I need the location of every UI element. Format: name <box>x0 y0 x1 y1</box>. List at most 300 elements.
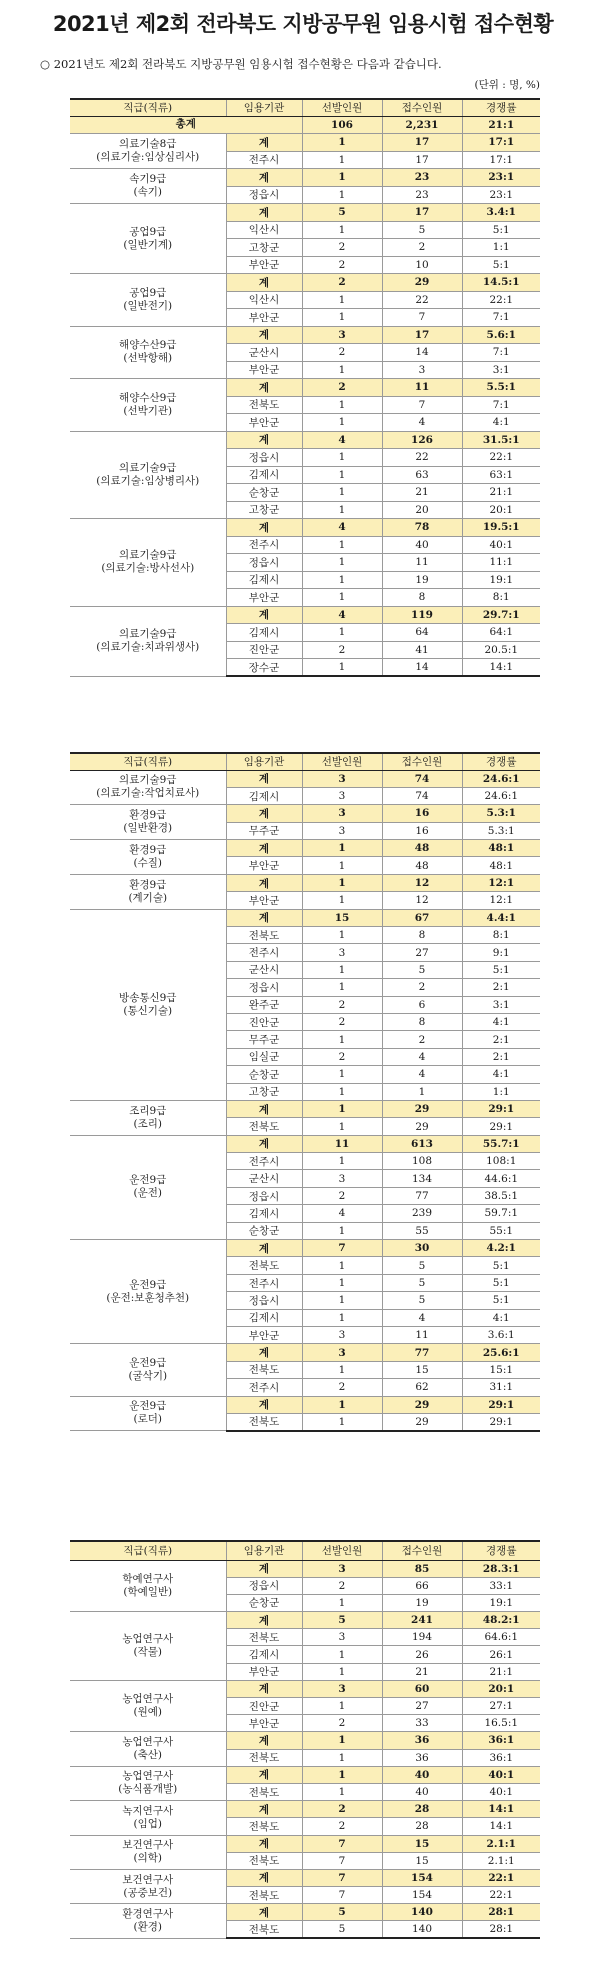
applicant-count: 21 <box>382 484 462 502</box>
agency-cell: 계 <box>226 326 302 344</box>
selection-count: 1 <box>302 484 382 502</box>
position-cell <box>70 134 226 169</box>
competition-ratio: 23:1 <box>462 169 540 187</box>
selection-count: 1 <box>302 927 382 944</box>
applicant-count: 22 <box>382 291 462 309</box>
position-cell <box>70 1835 226 1869</box>
agency-cell: 정읍시 <box>226 554 302 572</box>
competition-ratio: 33:1 <box>462 1577 540 1594</box>
selection-count: 1 <box>302 536 382 554</box>
selection-count: 2 <box>302 239 382 257</box>
position-cell <box>70 1344 226 1396</box>
agency-cell: 전북도 <box>226 1257 302 1274</box>
competition-ratio: 63:1 <box>462 466 540 484</box>
column-header: 선발인원 <box>302 99 382 116</box>
competition-ratio: 17:1 <box>462 151 540 169</box>
applicant-count: 15 <box>382 1361 462 1378</box>
selection-count: 1 <box>302 1749 382 1766</box>
reception-table <box>70 1540 540 1939</box>
selection-count: 1 <box>302 221 382 239</box>
competition-ratio: 5.6:1 <box>462 326 540 344</box>
subtotal-row <box>70 169 540 187</box>
selection-count: 1 <box>302 1118 382 1135</box>
agency-cell: 익산시 <box>226 291 302 309</box>
subtotal-row <box>70 1680 540 1697</box>
selection-count: 4 <box>302 519 382 537</box>
position-cell <box>70 1135 226 1239</box>
position-cell <box>70 909 226 1100</box>
agency-cell: 계 <box>226 840 302 857</box>
selection-count: 2 <box>302 379 382 397</box>
agency-cell: 계 <box>226 204 302 222</box>
position-grade: 환경연구사 <box>122 1907 174 1920</box>
agency-cell: 계 <box>226 606 302 624</box>
agency-cell: 전북도 <box>226 927 302 944</box>
agency-cell: 계 <box>226 274 302 292</box>
applicant-count: 60 <box>382 1680 462 1697</box>
total-ratio: 21:1 <box>462 116 540 134</box>
position-grade: 의료기술9급 <box>119 549 177 562</box>
agency-cell: 전북도 <box>226 396 302 414</box>
subtotal-row <box>70 274 540 292</box>
selection-count: 1 <box>302 186 382 204</box>
position-series: (수질) <box>133 856 162 869</box>
selection-count: 2 <box>302 641 382 659</box>
agency-cell: 계 <box>226 1801 302 1818</box>
applicant-count: 36 <box>382 1749 462 1766</box>
position-cell <box>70 1396 226 1431</box>
applicant-count: 17 <box>382 326 462 344</box>
applicant-count: 33 <box>382 1715 462 1732</box>
position-series: (임업) <box>133 1817 162 1830</box>
agency-cell: 전주시 <box>226 151 302 169</box>
selection-count: 1 <box>302 1222 382 1239</box>
subtotal-row <box>70 1835 540 1852</box>
applicant-count: 2 <box>382 979 462 996</box>
competition-ratio: 27:1 <box>462 1698 540 1715</box>
position-series: (로더) <box>133 1413 162 1426</box>
competition-ratio: 11:1 <box>462 554 540 572</box>
competition-ratio: 20:1 <box>462 501 540 519</box>
position-cell <box>70 431 226 519</box>
position-grade: 농업연구사 <box>122 1770 174 1783</box>
selection-count: 11 <box>302 1135 382 1152</box>
competition-ratio: 5:1 <box>462 221 540 239</box>
position-grade: 해양수산9급 <box>119 391 177 404</box>
position-cell <box>70 840 226 875</box>
applicant-count: 2 <box>382 239 462 257</box>
agency-cell: 전주시 <box>226 536 302 554</box>
competition-ratio: 29:1 <box>462 1396 540 1413</box>
subtotal-row <box>70 1869 540 1886</box>
applicant-count: 11 <box>382 379 462 397</box>
selection-count: 1 <box>302 1646 382 1663</box>
agency-cell: 정읍시 <box>226 449 302 467</box>
competition-ratio: 22:1 <box>462 1887 540 1904</box>
applicant-count: 29 <box>382 1118 462 1135</box>
agency-cell: 김제시 <box>226 571 302 589</box>
subtotal-row <box>70 379 540 397</box>
agency-cell: 무주군 <box>226 822 302 839</box>
position-series: (원예) <box>133 1706 162 1719</box>
competition-ratio: 5:1 <box>462 1274 540 1291</box>
applicant-count: 15 <box>382 1835 462 1852</box>
competition-ratio: 48:1 <box>462 840 540 857</box>
position-cell <box>70 204 226 274</box>
applicant-count: 26 <box>382 1646 462 1663</box>
selection-count: 1 <box>302 1100 382 1117</box>
position-series: (의료기술:치과위생사) <box>96 641 200 653</box>
agency-cell: 부안군 <box>226 1663 302 1680</box>
applicant-count: 77 <box>382 1187 462 1204</box>
competition-ratio: 29:1 <box>462 1118 540 1135</box>
subtotal-row <box>70 1612 540 1629</box>
selection-count: 1 <box>302 1309 382 1326</box>
position-series: (선박항해) <box>123 352 173 365</box>
subtotal-row <box>70 204 540 222</box>
selection-count: 1 <box>302 309 382 327</box>
competition-ratio: 20.5:1 <box>462 641 540 659</box>
position-cell <box>70 1240 226 1344</box>
applicant-count: 5 <box>382 961 462 978</box>
selection-count: 5 <box>302 1612 382 1629</box>
applicant-count: 64 <box>382 624 462 642</box>
competition-ratio: 17:1 <box>462 134 540 152</box>
applicant-count: 17 <box>382 134 462 152</box>
applicant-count: 36 <box>382 1732 462 1749</box>
competition-ratio: 64.6:1 <box>462 1629 540 1646</box>
applicant-count: 22 <box>382 449 462 467</box>
position-cell <box>70 770 226 805</box>
selection-count: 1 <box>302 151 382 169</box>
competition-ratio: 48:1 <box>462 857 540 874</box>
agency-cell: 부안군 <box>226 309 302 327</box>
selection-count: 3 <box>302 805 382 822</box>
position-cell <box>70 1680 226 1732</box>
competition-ratio: 4:1 <box>462 1066 540 1083</box>
total-selection: 106 <box>302 116 382 134</box>
agency-cell: 전북도 <box>226 1852 302 1869</box>
selection-count: 1 <box>302 291 382 309</box>
column-header: 선발인원 <box>302 1541 382 1560</box>
applicant-count: 48 <box>382 857 462 874</box>
grand-total-row <box>70 116 540 134</box>
position-grade: 의료기술9급 <box>119 628 177 640</box>
selection-count: 1 <box>302 134 382 152</box>
applicant-count: 23 <box>382 186 462 204</box>
selection-count: 5 <box>302 204 382 222</box>
agency-cell: 군산시 <box>226 961 302 978</box>
applicant-count: 12 <box>382 892 462 909</box>
position-cell <box>70 1904 226 1938</box>
position-cell <box>70 1869 226 1903</box>
header-row <box>70 753 540 770</box>
position-cell <box>70 519 226 607</box>
selection-count: 2 <box>302 1801 382 1818</box>
competition-ratio: 8:1 <box>462 927 540 944</box>
selection-count: 7 <box>302 1835 382 1852</box>
competition-ratio: 14:1 <box>462 1818 540 1835</box>
selection-count: 1 <box>302 1413 382 1430</box>
competition-ratio: 15:1 <box>462 1361 540 1378</box>
applicant-count: 8 <box>382 589 462 607</box>
applicant-count: 14 <box>382 344 462 362</box>
selection-count: 3 <box>302 1560 382 1577</box>
applicant-count: 119 <box>382 606 462 624</box>
competition-ratio: 40:1 <box>462 1783 540 1800</box>
agency-cell: 김제시 <box>226 787 302 804</box>
applicant-count: 1 <box>382 1083 462 1100</box>
agency-cell: 전주시 <box>226 944 302 961</box>
subtotal-row <box>70 326 540 344</box>
applicant-count: 194 <box>382 1629 462 1646</box>
selection-count: 5 <box>302 1921 382 1938</box>
position-grade: 농업연구사 <box>122 1736 174 1749</box>
position-series: (굴삭기) <box>128 1369 168 1382</box>
applicant-count: 140 <box>382 1904 462 1921</box>
agency-cell: 부안군 <box>226 1715 302 1732</box>
position-grade: 공업9급 <box>129 225 167 238</box>
applicant-count: 30 <box>382 1240 462 1257</box>
subtotal-row <box>70 1904 540 1921</box>
agency-cell: 계 <box>226 1396 302 1413</box>
agency-cell: 군산시 <box>226 1170 302 1187</box>
selection-count: 1 <box>302 554 382 572</box>
position-cell <box>70 326 226 379</box>
selection-count: 1 <box>302 501 382 519</box>
applicant-count: 17 <box>382 151 462 169</box>
applicant-count: 27 <box>382 944 462 961</box>
agency-cell: 계 <box>226 1344 302 1361</box>
agency-cell: 진안군 <box>226 1013 302 1030</box>
position-grade: 녹지연구사 <box>122 1804 174 1817</box>
selection-count: 1 <box>302 1274 382 1291</box>
applicant-count: 19 <box>382 571 462 589</box>
competition-ratio: 55.7:1 <box>462 1135 540 1152</box>
agency-cell: 계 <box>226 1240 302 1257</box>
selection-count: 1 <box>302 449 382 467</box>
competition-ratio: 7:1 <box>462 309 540 327</box>
selection-count: 1 <box>302 396 382 414</box>
position-grade: 운전9급 <box>129 1400 167 1413</box>
selection-count: 1 <box>302 1066 382 1083</box>
competition-ratio: 3:1 <box>462 361 540 379</box>
applicant-count: 8 <box>382 927 462 944</box>
selection-count: 1 <box>302 1783 382 1800</box>
competition-ratio: 9:1 <box>462 944 540 961</box>
competition-ratio: 14.5:1 <box>462 274 540 292</box>
position-grade: 농업연구사 <box>122 1632 174 1645</box>
position-series: (농식품개발) <box>118 1783 178 1796</box>
applicant-count: 40 <box>382 536 462 554</box>
selection-count: 2 <box>302 1379 382 1396</box>
subtotal-row <box>70 1396 540 1413</box>
position-grade: 해양수산9급 <box>119 339 177 352</box>
selection-count: 1 <box>302 659 382 677</box>
agency-cell: 계 <box>226 874 302 891</box>
subtotal-row <box>70 1766 540 1783</box>
applicant-count: 241 <box>382 1612 462 1629</box>
applicant-count: 5 <box>382 1274 462 1291</box>
agency-cell: 계 <box>226 1680 302 1697</box>
agency-cell: 김제시 <box>226 624 302 642</box>
position-grade: 속기9급 <box>129 173 167 185</box>
applicant-count: 11 <box>382 554 462 572</box>
selection-count: 2 <box>302 1818 382 1835</box>
competition-ratio: 1:1 <box>462 1083 540 1100</box>
agency-cell: 전북도 <box>226 1629 302 1646</box>
applicant-count: 29 <box>382 1100 462 1117</box>
reception-table <box>70 98 540 677</box>
selection-count: 4 <box>302 606 382 624</box>
applicant-count: 4 <box>382 414 462 432</box>
position-grade: 학예연구사 <box>122 1572 174 1585</box>
position-cell <box>70 1612 226 1681</box>
agency-cell: 부안군 <box>226 414 302 432</box>
position-series: (의료기술:방사선사) <box>101 562 195 575</box>
agency-cell: 전주시 <box>226 1274 302 1291</box>
agency-cell: 계 <box>226 1732 302 1749</box>
column-header: 경쟁률 <box>462 99 540 116</box>
applicant-count: 126 <box>382 431 462 449</box>
applicant-count: 154 <box>382 1869 462 1886</box>
reception-table <box>70 752 540 1432</box>
competition-ratio: 40:1 <box>462 536 540 554</box>
agency-cell: 진안군 <box>226 1698 302 1715</box>
agency-cell: 장수군 <box>226 659 302 677</box>
selection-count: 7 <box>302 1852 382 1869</box>
competition-ratio: 14:1 <box>462 1801 540 1818</box>
header-row <box>70 99 540 116</box>
competition-ratio: 5:1 <box>462 1292 540 1309</box>
column-header: 직급(직류) <box>70 753 226 770</box>
applicant-count: 4 <box>382 1048 462 1065</box>
competition-ratio: 1:1 <box>462 239 540 257</box>
agency-cell: 전북도 <box>226 1118 302 1135</box>
agency-cell: 고창군 <box>226 1083 302 1100</box>
selection-count: 1 <box>302 892 382 909</box>
position-grade: 의료기술8급 <box>119 138 177 150</box>
applicant-count: 28 <box>382 1801 462 1818</box>
agency-cell: 계 <box>226 1560 302 1577</box>
agency-cell: 순창군 <box>226 1066 302 1083</box>
selection-count: 3 <box>302 770 382 787</box>
applicant-count: 74 <box>382 787 462 804</box>
selection-count: 1 <box>302 624 382 642</box>
applicant-count: 154 <box>382 1887 462 1904</box>
position-series: (일반기계) <box>123 238 173 251</box>
selection-count: 1 <box>302 979 382 996</box>
applicant-count: 11 <box>382 1327 462 1344</box>
selection-count: 1 <box>302 1766 382 1783</box>
agency-cell: 완주군 <box>226 996 302 1013</box>
applicant-count: 23 <box>382 169 462 187</box>
applicant-count: 29 <box>382 1396 462 1413</box>
agency-cell: 계 <box>226 805 302 822</box>
competition-ratio: 31:1 <box>462 1379 540 1396</box>
agency-cell: 임실군 <box>226 1048 302 1065</box>
selection-count: 4 <box>302 431 382 449</box>
position-cell <box>70 874 226 909</box>
column-header: 직급(직류) <box>70 99 226 116</box>
applicant-count: 40 <box>382 1783 462 1800</box>
selection-count: 1 <box>302 1594 382 1611</box>
applicant-count: 77 <box>382 1344 462 1361</box>
selection-count: 3 <box>302 787 382 804</box>
page-title: 2021년 제2회 전라북도 지방공무원 임용시험 접수현황 <box>52 12 554 36</box>
agency-cell: 정읍시 <box>226 186 302 204</box>
position-cell <box>70 1732 226 1766</box>
position-cell <box>70 379 226 432</box>
agency-cell: 전주시 <box>226 1153 302 1170</box>
competition-ratio: 20:1 <box>462 1680 540 1697</box>
position-cell <box>70 606 226 676</box>
position-series: (운전) <box>133 1187 162 1200</box>
selection-count: 2 <box>302 1577 382 1594</box>
applicant-count: 41 <box>382 641 462 659</box>
subtotal-row <box>70 1560 540 1577</box>
selection-count: 15 <box>302 909 382 926</box>
competition-ratio: 24.6:1 <box>462 787 540 804</box>
agency-cell: 계 <box>226 1135 302 1152</box>
column-header: 직급(직류) <box>70 1541 226 1560</box>
agency-cell: 부안군 <box>226 857 302 874</box>
selection-count: 3 <box>302 1344 382 1361</box>
competition-ratio: 23:1 <box>462 186 540 204</box>
competition-ratio: 21:1 <box>462 484 540 502</box>
table-2 <box>70 752 540 1432</box>
selection-count: 1 <box>302 361 382 379</box>
competition-ratio: 2.1:1 <box>462 1852 540 1869</box>
position-series: (속기) <box>133 186 162 198</box>
competition-ratio: 5:1 <box>462 1257 540 1274</box>
agency-cell: 계 <box>226 909 302 926</box>
position-cell <box>70 1801 226 1835</box>
agency-cell: 부안군 <box>226 256 302 274</box>
total-applicants: 2,231 <box>382 116 462 134</box>
subtotal-row <box>70 805 540 822</box>
subtotal-row <box>70 1240 540 1257</box>
agency-cell: 계 <box>226 431 302 449</box>
applicant-count: 29 <box>382 1413 462 1430</box>
competition-ratio: 25.6:1 <box>462 1344 540 1361</box>
selection-count: 1 <box>302 1698 382 1715</box>
subtotal-row <box>70 1135 540 1152</box>
unit-note: (단위 : 명, %) <box>474 79 540 91</box>
applicant-count: 66 <box>382 1577 462 1594</box>
selection-count: 2 <box>302 1715 382 1732</box>
agency-cell: 정읍시 <box>226 1187 302 1204</box>
competition-ratio: 22:1 <box>462 449 540 467</box>
position-series: (조리) <box>133 1117 162 1130</box>
competition-ratio: 7:1 <box>462 396 540 414</box>
competition-ratio: 55:1 <box>462 1222 540 1239</box>
agency-cell: 전북도 <box>226 1921 302 1938</box>
position-series: (의료기술:임상심리사) <box>96 151 200 163</box>
competition-ratio: 7:1 <box>462 344 540 362</box>
agency-cell: 부안군 <box>226 361 302 379</box>
applicant-count: 140 <box>382 1921 462 1938</box>
position-grade: 농업연구사 <box>122 1693 174 1706</box>
competition-ratio: 2.1:1 <box>462 1835 540 1852</box>
competition-ratio: 14:1 <box>462 659 540 677</box>
agency-cell: 고창군 <box>226 501 302 519</box>
selection-count: 1 <box>302 874 382 891</box>
applicant-count: 134 <box>382 1170 462 1187</box>
competition-ratio: 22:1 <box>462 1869 540 1886</box>
competition-ratio: 3.4:1 <box>462 204 540 222</box>
position-grade: 공업9급 <box>129 286 167 299</box>
